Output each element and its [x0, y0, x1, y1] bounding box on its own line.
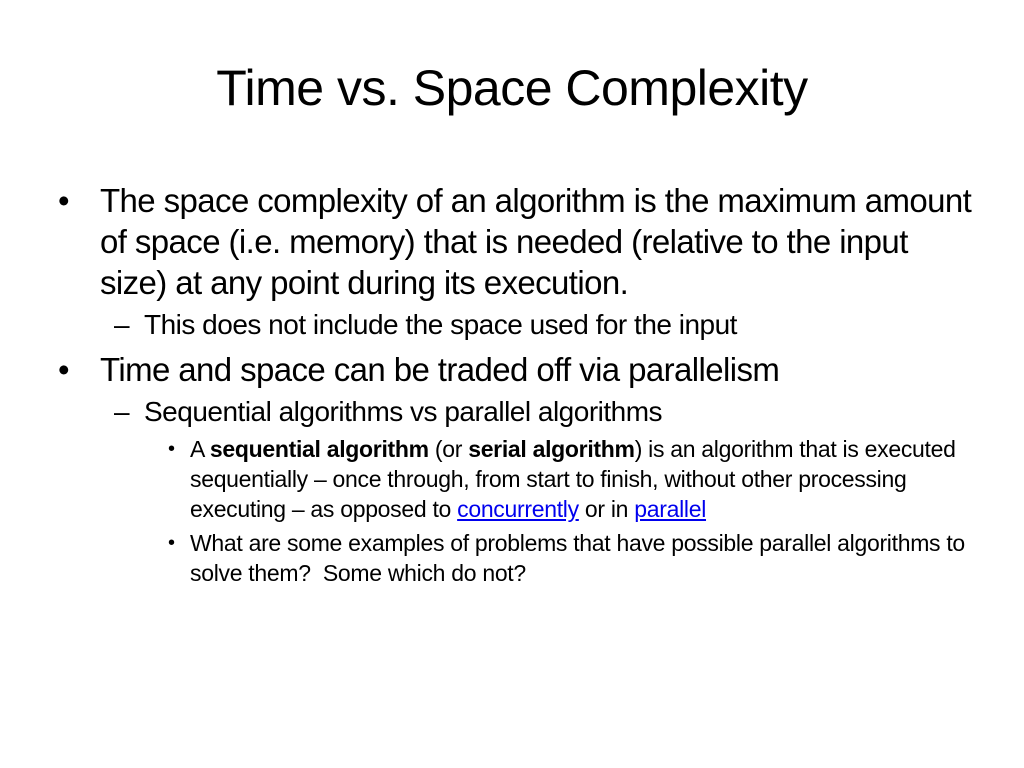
- subsubbullet-sequential-definition: [162, 434, 978, 524]
- slide-title: Time vs. Space Complexity: [216, 60, 808, 116]
- text-segment: A: [190, 436, 210, 462]
- subbullet-text: Sequential algorithms vs parallel algorithms: [144, 396, 663, 427]
- subbullet-input-space: [114, 307, 978, 343]
- text-segment: ) is an algorithm that is executed sequentially – once through, from start to finish, without other processing executing – as opposed to: [190, 436, 956, 522]
- subsubbullet-examples-question: [162, 528, 978, 588]
- term-sequential-algorithm: sequential algorithm: [209, 436, 429, 462]
- subbullet-sequential-vs-parallel: [114, 394, 978, 430]
- definition-text: [190, 436, 956, 522]
- text-segment: or in: [578, 496, 635, 522]
- text-segment: (or: [428, 436, 469, 462]
- slide-content: [58, 180, 978, 588]
- dash-icon: –: [114, 396, 130, 427]
- link-parallel[interactable]: parallel: [634, 496, 707, 522]
- bullet-time-space-tradeoff: [58, 349, 978, 390]
- bullet-icon: •: [58, 182, 69, 219]
- bullet-icon: •: [58, 351, 69, 388]
- bullet-space-complexity: [58, 180, 978, 303]
- bullet-text: The space complexity of an algorithm is the maximum amount of space (i.e. memory) that is needed (relative to the input size) at any point during its execution.: [100, 182, 972, 301]
- bullet-icon: •: [168, 438, 175, 460]
- dash-icon: –: [114, 309, 130, 340]
- bullet-icon: •: [168, 532, 175, 554]
- question-text: What are some examples of problems that have possible parallel algorithms to solve them? Some which do not?: [190, 530, 972, 586]
- link-concurrently[interactable]: concurrently: [457, 496, 579, 522]
- term-serial-algorithm: serial algorithm: [468, 436, 635, 462]
- bullet-text: Time and space can be traded off via parallelism: [100, 351, 780, 388]
- subbullet-text: This does not include the space used for the input: [144, 309, 737, 340]
